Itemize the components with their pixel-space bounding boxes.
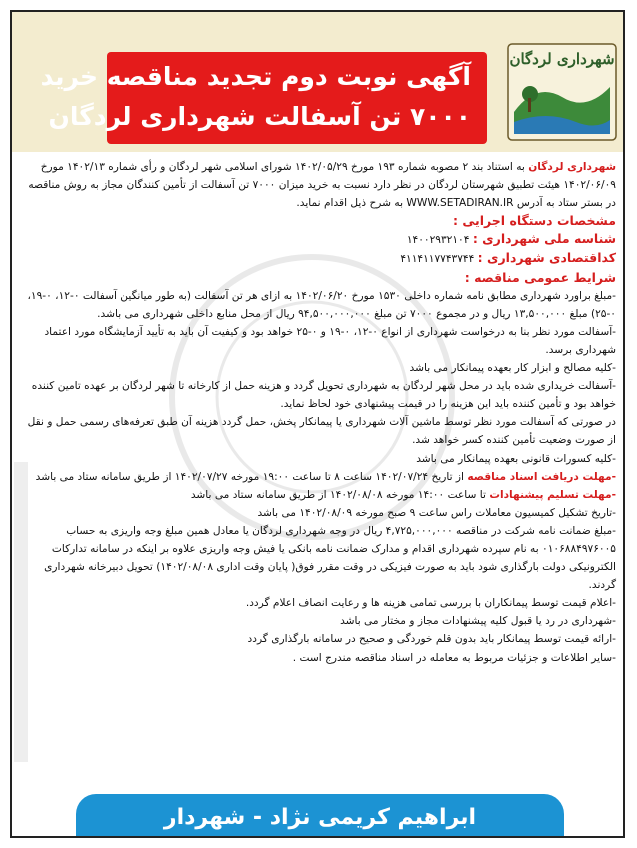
signature-banner xyxy=(76,794,564,838)
notice-body xyxy=(18,158,616,667)
receive-text: از تاریخ ۱۴۰۲/۰۷/۲۴ ساعت ۸ تا ساعت ۱۹:۰۰ مورخه ۱۴۰۲/۰۷/۲۷ از طریق سامانه ستاد می باشد xyxy=(35,470,464,483)
title-line-1: آگهی نوبت دوم تجدید مناقصه خرید xyxy=(40,62,471,91)
receive-deadline xyxy=(18,468,616,486)
executor-heading: مشخصات دستگاه اجرایی : xyxy=(453,213,616,229)
guarantee-paragraph: -مبلغ ضمانت نامه شرکت در مناقصه ۴,۷۲۵,۰۰۰,۰۰۰ ریال در وجه شهرداری لردگان یا معادل همین مبلغ وجه واریزی به حساب ۰۱۰۶۸۸۴۹۷۶۰۰۵ به نام سپرده شهرداری اقدام و مدارک ضمانت نامه بانکی یا فیش وجه واریزی علاوه بر اینکه در سامانه تدارکات الکترونیکی دولت بارگذاری شود باید به صورت فیزیکی در وقت مقرر فوق( پایان وقت اداری ۱۴۰۲/۰۸/۰۸) تحویل دبیرخانه شهرداری گردند. xyxy=(44,524,616,592)
submit-label: -مهلت تسلیم پیشنهادات xyxy=(489,488,616,501)
final-item: -ارائه قیمت توسط پیمانکار باید بدون قلم خوردگی و صحیح در سامانه بارگذاری گردد xyxy=(247,633,616,646)
economic-code-row xyxy=(18,249,616,268)
notice-frame xyxy=(10,10,625,838)
receive-label: -مهلت دریافت اسناد مناقصه xyxy=(467,470,616,483)
final-item: -شهرداری در رد یا قبول کلیه پیشنهادات مجاز و مختار می باشد xyxy=(340,615,616,628)
national-id-label: شناسه ملی شهرداری : xyxy=(472,231,616,247)
intro-lead: شهرداری لردگان xyxy=(528,161,616,173)
opening-date: -تاریخ تشکیل کمیسیون معاملات راس ساعت ۹ صبح مورخه ۱۴۰۲/۰۸/۰۹ می باشد xyxy=(257,506,616,519)
intro-text: به استناد بند ۲ مصوبه شماره ۱۹۳ مورخ ۱۴۰۲/۰۵/۲۹ شورای اسلامی شهر لردگان و رأی شماره ۱۴۰۲/۱۳ مورخ ۱۴۰۲/۰۶/۰۹ هیئت تطبیق شهرستان لردگان در نظر دارد نسبت به خرید میزان ۷۰۰۰ تن آسفالت از تأمین کنندگان مجاز به روش مناقصه در بستر ستاد به آدرس WWW.SETADIRAN.IR به شرح ذیل اقدام نماید. xyxy=(28,161,616,210)
logo-text: شهرداری لردگان xyxy=(509,50,615,68)
national-id-value: ۱۴۰۰۲۹۳۲۱۰۴ xyxy=(406,234,470,247)
condition-item: -کلیه مصالح و ابزار کار بعهده پیمانکار می باشد xyxy=(409,362,616,375)
condition-item: -آسفالت مورد نظر بنا به درخواست شهرداری از انواع ۰-۱۲، ۰-۱۹ و ۰-۲۵ خواهد بود و کیفیت آن باید به تأیید آزمایشگاه مورد اعتماد شهرداری برسد. xyxy=(44,325,616,356)
submit-text: تا ساعت ۱۴:۰۰ مورخه ۱۴۰۲/۰۸/۰۸ از طریق سامانه ستاد می باشد xyxy=(190,488,486,501)
final-item: -اعلام قیمت توسط پیمانکاران با بررسی تمامی هزینه ها و رعایت انصاف اعلام گردد. xyxy=(245,597,616,610)
condition-item: -مبلغ براورد شهرداری مطابق نامه شماره داخلی ۱۵۳۰ مورخ ۱۴۰۲/۰۶/۲۰ به ازای هر تن آسفالت (به طور میانگین آسفالت ۰-۱۲، ۰-۱۹، ۰-۲۵) مبلغ ۱۳,۵۰۰,۰۰۰ ریال و در مجموع ۷۰۰۰ تن مبلغ ۹۴,۵۰۰,۰۰۰,۰۰۰ ریال از محل منابع داخلی شهرداری می باشد. xyxy=(27,289,616,320)
condition-item: -کلیه کسورات قانونی بعهده پیمانکار می باشد xyxy=(416,452,616,465)
title-line-2: ۷۰۰۰ تن آسفالت شهرداری لردگان xyxy=(48,102,471,131)
national-id-row xyxy=(18,230,616,249)
title-box xyxy=(40,52,487,144)
economic-code-value: ۴۱۱۴۱۱۷۷۴۳۷۴۴ xyxy=(400,253,475,266)
final-item: -سایر اطلاعات و جزئیات مربوط به معامله در اسناد مناقصه مندرج است . xyxy=(292,651,616,664)
municipality-logo xyxy=(506,42,618,142)
condition-item: در صورتی که آسفالت مورد نظر توسط ماشین آلات شهرداری یا پیمانکار پخش، حمل گردد هزینه آن طبق تعرفه‌های رسمی حمل و نقل از صورت وضعیت تأمین کننده کسر خواهد شد. xyxy=(27,416,616,447)
signature-text: ابراهیم کریمی نژاد - شهردار xyxy=(163,805,477,830)
submit-deadline xyxy=(18,486,616,504)
condition-item: -آسفالت خریداری شده باید در محل شهر لردگان به شهرداری تحویل گردد و هزینه حمل از کارخانه تا شهر لردگان بر عهده تامین کننده خواهد بود و تأمین کننده باید این هزینه را در قیمت پیشنهادی خود لحاظ نماید. xyxy=(31,380,616,411)
header xyxy=(12,12,623,152)
economic-code-label: کداقتصادی شهرداری : xyxy=(477,250,616,266)
intro-paragraph xyxy=(18,158,616,212)
conditions-heading: شرایط عمومی مناقصه : xyxy=(464,269,616,285)
